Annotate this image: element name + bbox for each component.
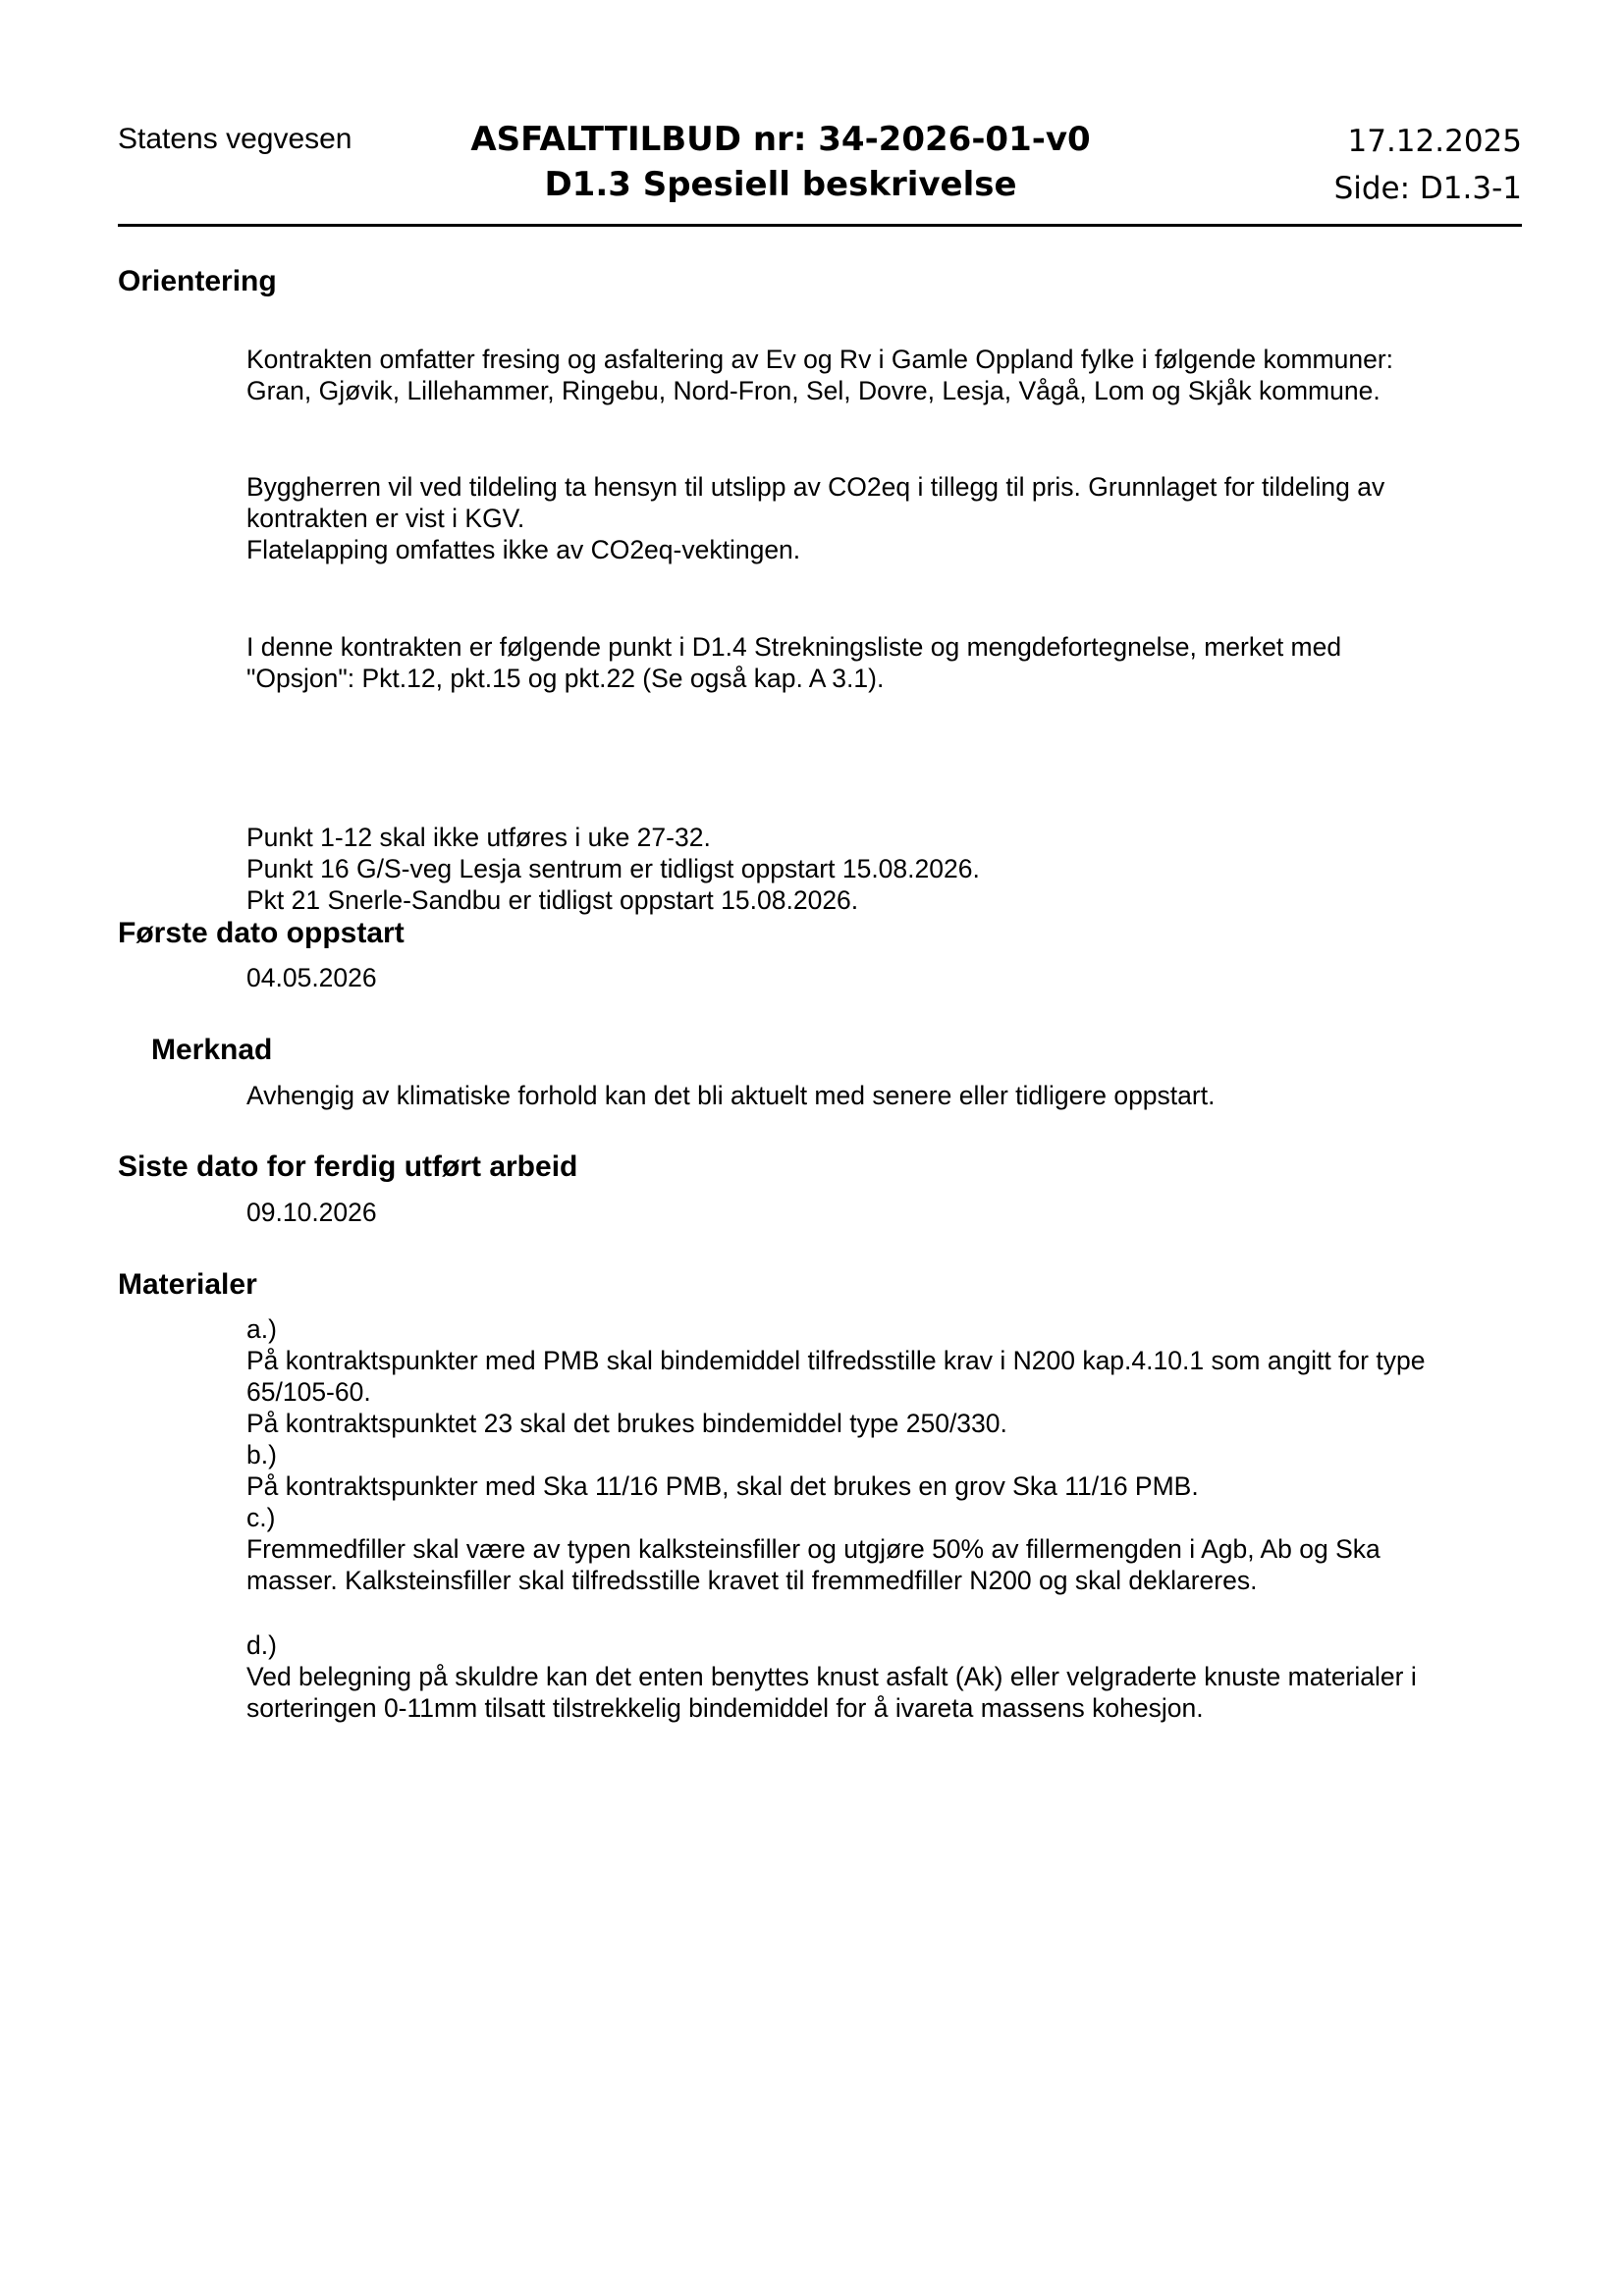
paragraph-restrictions [246,822,1523,916]
text-line: Byggherren vil ved tildeling ta hensyn til utslipp av CO2eq i tillegg til pris. Grunnlaget for tildeling av [246,472,1385,502]
section-heading-orientering: Orientering [118,265,277,297]
text-line: kontrakten er vist i KGV. [246,504,525,533]
paragraph-scope [246,344,1523,406]
text-line: Punkt 16 G/S-veg Lesja sentrum er tidligst oppstart 15.08.2026. [246,854,980,883]
text-line: Flatelapping omfattes ikke av CO2eq-vektingen. [246,535,801,564]
text-line: c.) [246,1503,276,1532]
text-line: På kontraktspunkter med PMB skal bindemiddel tilfredsstille krav i N200 kap.4.10.1 som angitt for type [246,1346,1426,1375]
text-line: 09.10.2026 [246,1198,377,1227]
start-date-value [246,962,1523,993]
text-line: 04.05.2026 [246,963,377,992]
text-line: Pkt 21 Snerle-Sandbu er tidligst oppstart 15.08.2026. [246,885,859,915]
text-line: På kontraktspunktet 23 skal det brukes bindemiddel type 250/330. [246,1409,1007,1438]
text-line: Ved belegning på skuldre kan det enten benyttes knust asfalt (Ak) eller velgraderte knuste materialer i [246,1662,1417,1691]
end-date-value [246,1197,1523,1228]
text-line: Fremmedfiller skal være av typen kalksteinsfiller og utgjøre 50% av fillermengden i Agb, Ab og Ska [246,1534,1380,1564]
section-heading-end-date: Siste dato for ferdig utført arbeid [118,1150,578,1183]
text-line: a.) [246,1314,277,1344]
header-divider [118,224,1522,227]
section-heading-start-date: Første dato oppstart [118,917,405,949]
document-title: ASFALTTILBUD nr: 34-2026-01-v0 [470,120,1091,159]
text-line: "Opsjon": Pkt.12, pkt.15 og pkt.22 (Se også kap. A 3.1). [246,664,885,693]
document-date: 17.12.2025 [1347,124,1522,159]
text-line: I denne kontrakten er følgende punkt i D1.4 Strekningsliste og mengdefortegnelse, merket med [246,632,1342,662]
materials-requirements-abc [246,1313,1523,1596]
note-text [246,1080,1523,1111]
text-line: Punkt 1-12 skal ikke utføres i uke 27-32. [246,823,711,852]
section-heading-note: Merknad [151,1034,273,1066]
page-number: Side: D1.3-1 [1333,171,1522,206]
text-line: 65/105-60. [246,1377,371,1407]
text-line: Avhengig av klimatiske forhold kan det bli aktuelt med senere eller tidligere oppstart. [246,1081,1216,1110]
text-line: sorteringen 0-11mm tilsatt tilstrekkelig bindemiddel for å ivareta massens kohesjon. [246,1693,1204,1723]
section-heading-materials: Materialer [118,1268,257,1301]
paragraph-award-criteria [246,471,1523,565]
text-line: d.) [246,1630,277,1660]
text-line: Kontrakten omfatter fresing og asfaltering av Ev og Rv i Gamle Oppland fylke i følgende kommuner: [246,345,1394,374]
paragraph-options [246,631,1523,694]
document-subtitle: D1.3 Spesiell beskrivelse [544,165,1017,204]
text-line: På kontraktspunkter med Ska 11/16 PMB, skal det brukes en grov Ska 11/16 PMB. [246,1471,1199,1501]
organization-name: Statens vegvesen [118,123,352,155]
text-line: Gran, Gjøvik, Lillehammer, Ringebu, Nord-Fron, Sel, Dovre, Lesja, Vågå, Lom og Skjåk kommune. [246,376,1380,405]
text-line: b.) [246,1440,277,1469]
materials-requirement-d [246,1629,1523,1724]
text-line: masser. Kalksteinsfiller skal tilfredsstille kravet til fremmedfiller N200 og skal deklareres. [246,1566,1258,1595]
